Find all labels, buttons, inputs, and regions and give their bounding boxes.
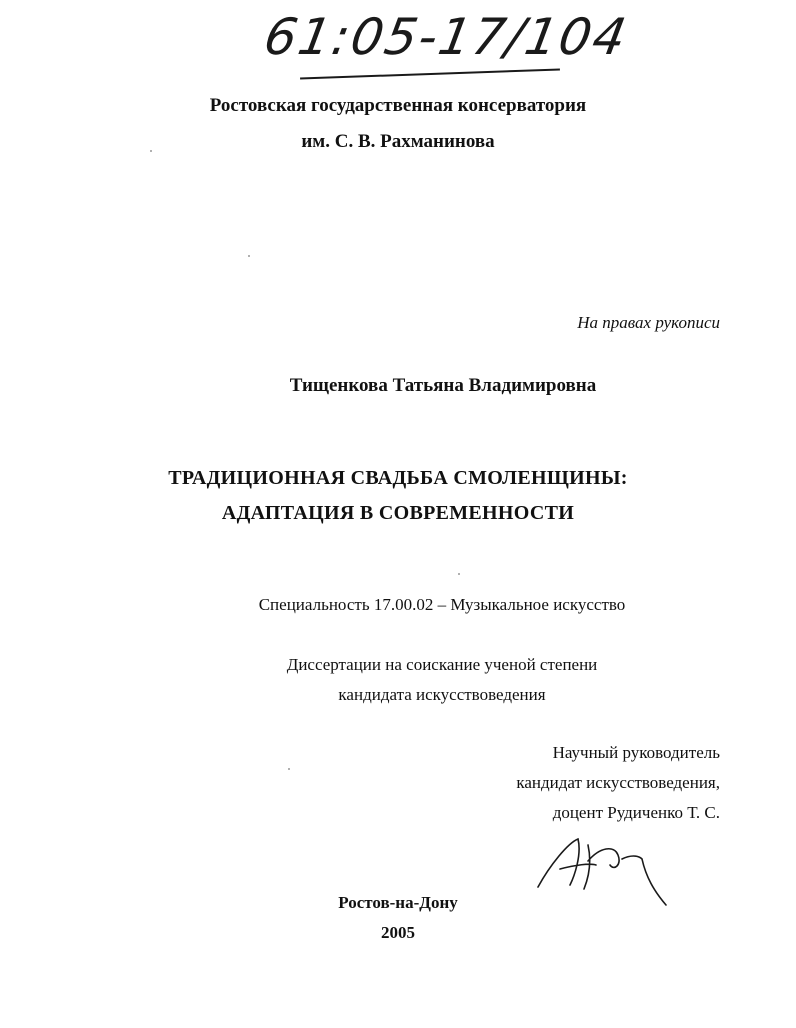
supervisor-degree: кандидат искусствоведения,	[516, 773, 720, 792]
dissertation-title-line-1: ТРАДИЦИОННАЯ СВАДЬБА СМОЛЕНЩИНЫ:	[168, 467, 628, 489]
author-name: Тищенкова Татьяна Владимировна	[289, 375, 597, 396]
scan-speck	[288, 768, 290, 770]
rights-note: На правах рукописи	[577, 313, 720, 332]
degree-line-2: кандидата искусствоведения	[338, 685, 546, 704]
institution-name: Ростовская государственная консерватория	[209, 95, 587, 116]
scan-speck	[248, 255, 250, 257]
supervisor-role: Научный руководитель	[552, 743, 720, 762]
dissertation-title-line-2: АДАПТАЦИЯ В СОВРЕМЕННОСТИ	[221, 502, 575, 524]
library-mark-underline	[300, 68, 560, 79]
supervisor-name: доцент Рудиченко Т. С.	[552, 803, 720, 822]
year: 2005	[381, 923, 415, 942]
degree-line-1: Диссертации на соискание ученой степени	[286, 655, 598, 674]
city: Ростов-на-Дону	[338, 893, 458, 912]
scan-speck	[150, 150, 152, 152]
institution-subtitle: им. С. В. Рахманинова	[301, 131, 495, 152]
library-mark-handwritten: 61:05-17/104	[259, 8, 633, 66]
scan-speck	[458, 573, 460, 575]
specialty: Специальность 17.00.02 – Музыкальное искусство	[258, 595, 626, 614]
